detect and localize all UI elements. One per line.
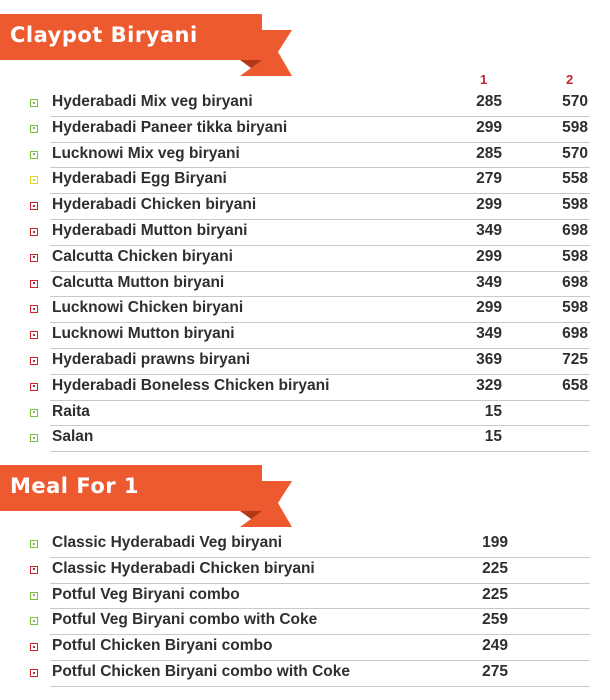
item-name: Hyderabadi Chicken biryani bbox=[52, 196, 257, 214]
item-name: Potful Veg Biryani combo bbox=[52, 585, 240, 603]
item-name: Potful Veg Biryani combo with Coke bbox=[52, 611, 318, 629]
item-name: Hyderabadi Mutton biryani bbox=[52, 222, 248, 239]
veg-indicator-icon bbox=[30, 592, 38, 600]
menu-item-row bbox=[30, 168, 590, 194]
item-name: Lucknowi Mix veg biryani bbox=[52, 144, 240, 162]
item-name: Potful Chicken Biryani combo with Coke bbox=[52, 663, 350, 680]
nonveg-indicator-icon bbox=[30, 254, 38, 262]
item-price-1: 15 bbox=[484, 402, 502, 420]
menu-item-row bbox=[30, 272, 590, 298]
item-price-1: 249 bbox=[482, 637, 508, 655]
nonveg-indicator-icon bbox=[30, 228, 38, 236]
item-price-2: 598 bbox=[562, 196, 588, 214]
item-price-2: 725 bbox=[562, 351, 588, 368]
item-price-1: 349 bbox=[476, 273, 502, 291]
item-price-1: 299 bbox=[476, 196, 502, 214]
nonveg-indicator-icon bbox=[30, 383, 38, 391]
menu-item-row bbox=[30, 375, 590, 401]
menu-item-row bbox=[30, 297, 590, 323]
menu-item-row bbox=[30, 349, 590, 375]
veg-indicator-icon bbox=[30, 99, 38, 107]
menu-item-row bbox=[30, 558, 590, 584]
item-price-1: 285 bbox=[476, 144, 502, 162]
nonveg-indicator-icon bbox=[30, 305, 38, 313]
veg-indicator-icon bbox=[30, 409, 38, 417]
section-title: Claypot Biryani bbox=[10, 23, 198, 47]
item-price-2: 598 bbox=[562, 247, 588, 265]
item-price-2: 658 bbox=[562, 376, 588, 394]
menu-item-row bbox=[30, 401, 590, 427]
menu-item-row bbox=[30, 609, 590, 635]
item-price-1: 285 bbox=[476, 93, 502, 110]
item-price-1: 199 bbox=[482, 534, 508, 551]
item-name: Hyderabadi Paneer tikka biryani bbox=[52, 118, 288, 136]
item-price-2: 570 bbox=[562, 93, 588, 110]
item-name: Hyderabadi prawns biryani bbox=[52, 351, 251, 368]
menu-item-row bbox=[30, 91, 590, 117]
menu-item-row bbox=[30, 323, 590, 349]
menu-item-row bbox=[30, 661, 590, 687]
item-price-2: 598 bbox=[562, 299, 588, 317]
menu-item-row bbox=[30, 143, 590, 169]
veg-indicator-icon bbox=[30, 540, 38, 548]
menu-item-row bbox=[30, 117, 590, 143]
item-name: Hyderabadi Egg Biryani bbox=[52, 170, 227, 188]
nonveg-indicator-icon bbox=[30, 643, 38, 651]
item-price-1: 225 bbox=[482, 559, 508, 577]
item-price-1: 299 bbox=[476, 118, 502, 136]
nonveg-indicator-icon bbox=[30, 202, 38, 210]
item-price-2: 698 bbox=[562, 325, 588, 343]
item-name: Raita bbox=[52, 402, 90, 420]
veg-indicator-icon bbox=[30, 151, 38, 159]
section-title: Meal For 1 bbox=[10, 474, 140, 498]
nonveg-indicator-icon bbox=[30, 331, 38, 339]
item-name: Salan bbox=[52, 428, 94, 446]
veg-indicator-icon bbox=[30, 434, 38, 442]
item-name: Classic Hyderabadi Chicken biryani bbox=[52, 559, 315, 577]
item-name: Potful Chicken Biryani combo bbox=[52, 637, 273, 655]
item-price-1: 275 bbox=[482, 663, 508, 680]
menu-item-row bbox=[30, 246, 590, 272]
item-price-1: 259 bbox=[482, 611, 508, 629]
item-price-1: 15 bbox=[484, 428, 502, 446]
item-price-1: 369 bbox=[476, 351, 502, 368]
item-name: Classic Hyderabadi Veg biryani bbox=[52, 534, 283, 551]
row-divider bbox=[50, 451, 590, 452]
row-divider bbox=[50, 686, 590, 687]
veg-indicator-icon bbox=[30, 125, 38, 133]
item-name: Lucknowi Chicken biryani bbox=[52, 299, 244, 317]
item-price-1: 349 bbox=[476, 222, 502, 239]
menu-item-row bbox=[30, 584, 590, 610]
item-price-1: 299 bbox=[476, 299, 502, 317]
item-name: Calcutta Mutton biryani bbox=[52, 273, 225, 291]
item-price-2: 570 bbox=[562, 144, 588, 162]
item-price-1: 225 bbox=[482, 585, 508, 603]
column-header-2: 2 bbox=[566, 72, 574, 87]
item-name: Hyderabadi Mix veg biryani bbox=[52, 93, 253, 110]
item-price-2: 598 bbox=[562, 118, 588, 136]
item-name: Hyderabadi Boneless Chicken biryani bbox=[52, 376, 330, 394]
egg-indicator-icon bbox=[30, 176, 38, 184]
nonveg-indicator-icon bbox=[30, 280, 38, 288]
item-price-2: 558 bbox=[562, 170, 588, 188]
menu-item-row bbox=[30, 426, 590, 452]
item-price-1: 299 bbox=[476, 247, 502, 265]
item-name: Lucknowi Mutton biryani bbox=[52, 325, 235, 343]
item-price-1: 329 bbox=[476, 376, 502, 394]
item-price-2: 698 bbox=[562, 273, 588, 291]
item-price-2: 698 bbox=[562, 222, 588, 239]
menu-item-row bbox=[30, 220, 590, 246]
menu-item-row bbox=[30, 194, 590, 220]
item-name: Calcutta Chicken biryani bbox=[52, 247, 233, 265]
nonveg-indicator-icon bbox=[30, 357, 38, 365]
menu-item-row bbox=[30, 532, 590, 558]
column-header-1: 1 bbox=[480, 72, 488, 87]
menu-item-row bbox=[30, 635, 590, 661]
veg-indicator-icon bbox=[30, 617, 38, 625]
item-price-1: 349 bbox=[476, 325, 502, 343]
nonveg-indicator-icon bbox=[30, 669, 38, 677]
section-banner-claypot bbox=[0, 14, 300, 78]
nonveg-indicator-icon bbox=[30, 566, 38, 574]
item-price-1: 279 bbox=[476, 170, 502, 188]
section-banner-meal-for-1 bbox=[0, 465, 300, 529]
